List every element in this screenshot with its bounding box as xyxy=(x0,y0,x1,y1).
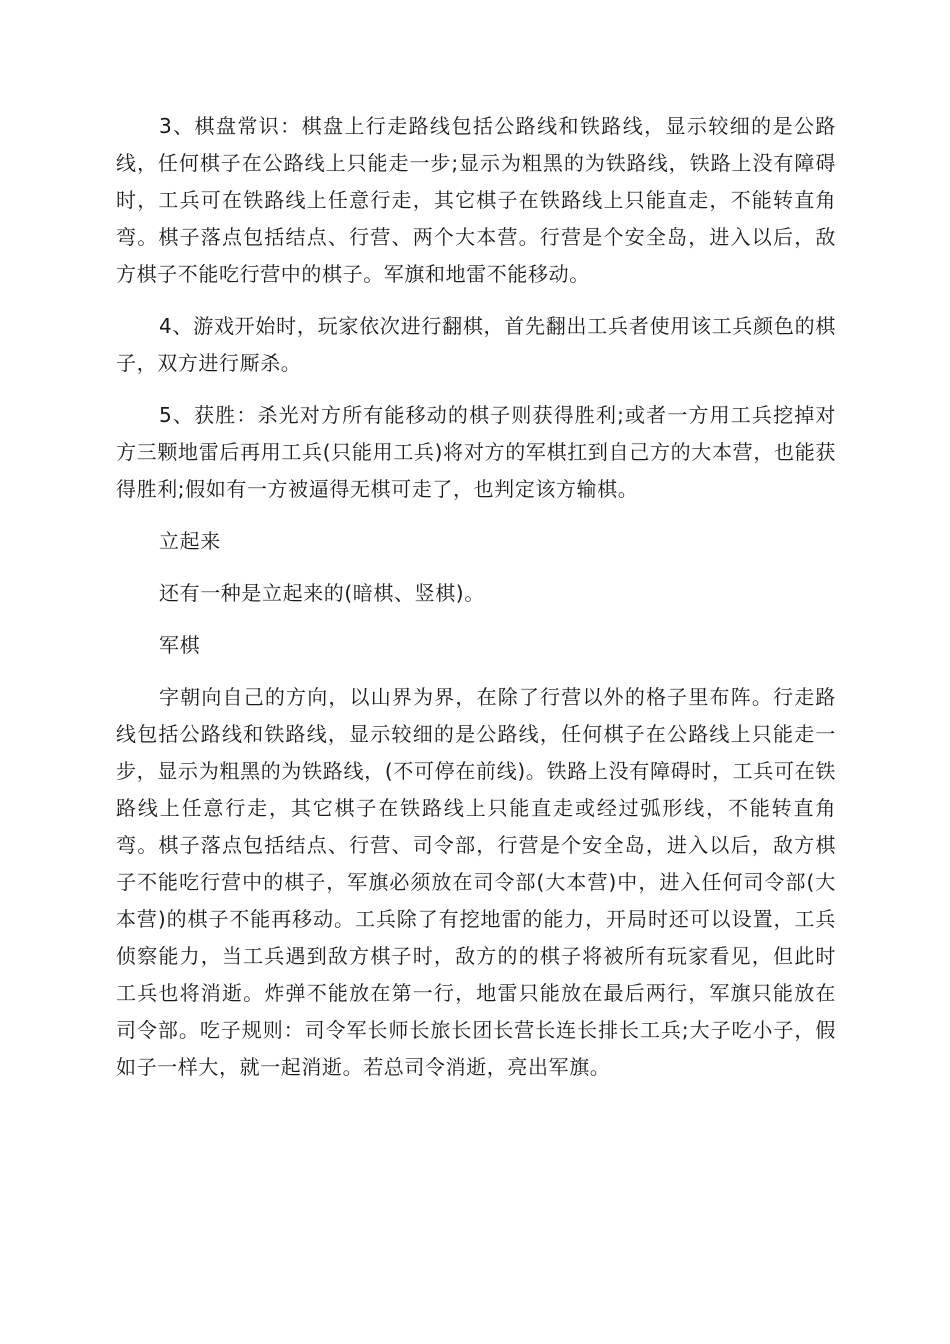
document-body xyxy=(116,108,836,1101)
heading-junqi: 军棋 xyxy=(159,633,201,657)
paragraph-board-basics: 3、棋盘常识：棋盘上行走路线包括公路线和铁路线，显示较细的是公路线，任何棋子在公路线上只能走一步;显示为粗黑的为铁路线，铁路上没有障碍时，工兵可在铁路线上任意行走，其它棋子在铁路线上只能直走，不能转直角弯。棋子落点包括结点、行营、两个大本营。行营是个安全岛，进入以后，敌方棋子不能吃行营中的棋子。军旗和地雷不能移动。 xyxy=(116,114,836,286)
heading-standing-up: 立起来 xyxy=(159,529,221,553)
paragraph-junqi-rules: 字朝向自己的方向，以山界为界，在除了行营以外的格子里布阵。行走路线包括公路线和铁路线，显示较细的是公路线，任何棋子在公路线上只能走一步，显示为粗黑的为铁路线，(不可停在前线)。铁路上没有障碍时，工兵可在铁路线上任意行走，其它棋子在铁路线上只能直走或经过弧形线，不能转直角弯。棋子落点包括结点、行营、司令部，行营是个安全岛，进入以后，敌方棋子不能吃行营中的棋子，军旗必须放在司令部(大本营)中，进入任何司令部(大本营)的棋子不能再移动。工兵除了有挖地雷的能力，开局时还可以设置，工兵侦察能力，当工兵遇到敌方棋子时，敌方的的棋子将被所有玩家看见，但此时工兵也将消逝。炸弹不能放在第一行，地雷只能放在最后两行，军旗只能放在司令部。吃子规则：司令军长师长旅长团长营长连长排长工兵;大子吃小子，假如子一样大，就一起消逝。若总司令消逝，亮出军旗。 xyxy=(116,685,836,1079)
paragraph-game-start: 4、游戏开始时，玩家依次进行翻棋，首先翻出工兵者使用该工兵颜色的棋子，双方进行厮杀。 xyxy=(116,314,836,375)
paragraph-standing-variant: 还有一种是立起来的(暗棋、竖棋)。 xyxy=(159,581,485,605)
paragraph-victory: 5、获胜：杀光对方所有能移动的棋子则获得胜利;或者一方用工兵挖掉对方三颗地雷后再用工兵(只能用工兵)将对方的军棋扛到自己方的大本营，也能获得胜利;假如有一方被逼得无棋可走了，也判定该方输棋。 xyxy=(116,403,836,501)
